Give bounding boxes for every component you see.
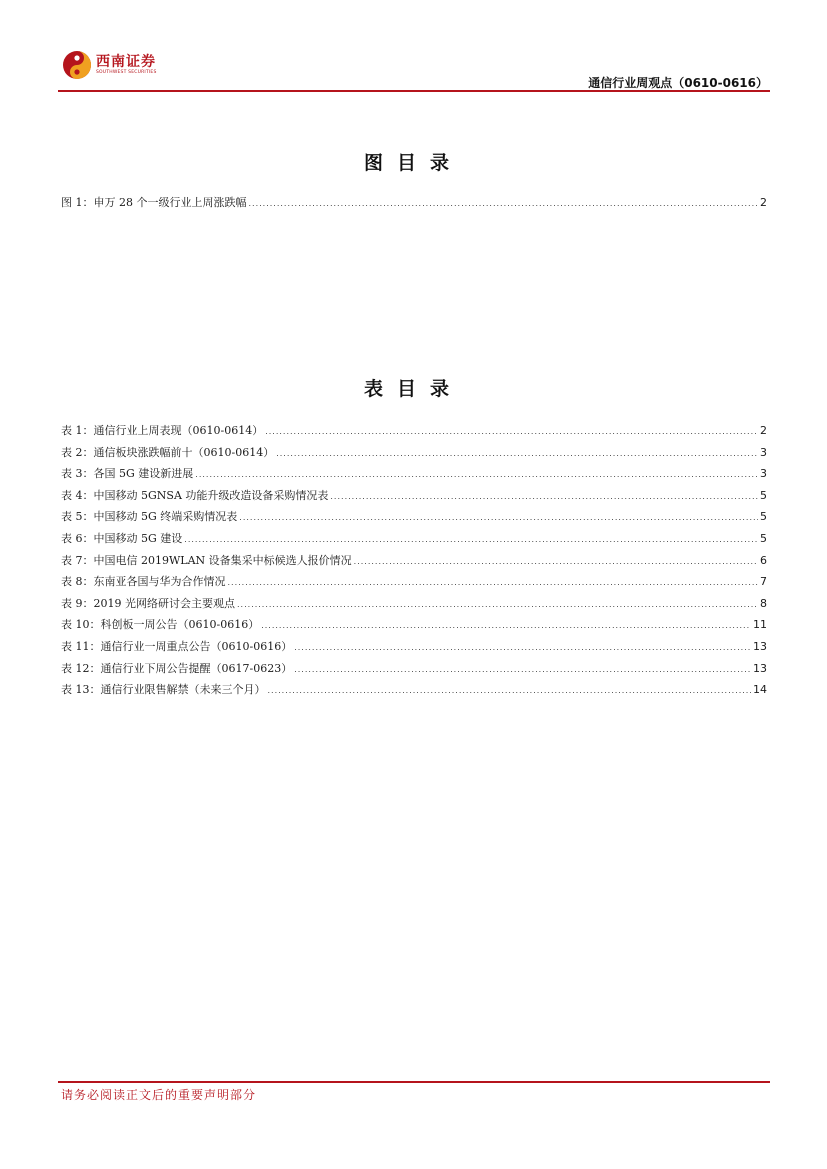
toc-entry-page: 3 <box>760 445 767 459</box>
toc-dot-leader <box>261 615 751 637</box>
toc-entry[interactable] <box>61 636 767 658</box>
toc-entry-label: 表 9：2019 光网络研讨会主要观点 <box>61 596 235 610</box>
footer-disclaimer: 请务必阅读正文后的重要声明部分 <box>61 1088 257 1102</box>
toc-entry-page: 2 <box>760 424 767 437</box>
logo-english-name: SOUTHWEST SECURITIES <box>96 70 157 75</box>
figures-toc-list <box>61 192 767 214</box>
toc-entry-page: 14 <box>753 683 767 697</box>
toc-dot-leader <box>294 637 751 659</box>
toc-entry-page: 5 <box>760 510 767 524</box>
toc-entry[interactable] <box>61 528 767 550</box>
toc-entry[interactable] <box>61 593 767 615</box>
logo-wordmark <box>96 54 157 76</box>
toc-entry[interactable] <box>61 506 767 528</box>
toc-entry-page: 13 <box>753 661 767 675</box>
figures-toc-title: 图目录 <box>363 152 463 174</box>
toc-entry-page: 7 <box>760 575 767 589</box>
toc-dot-leader <box>248 193 758 215</box>
toc-dot-leader <box>294 659 751 681</box>
toc-entry-label: 表 4：中国移动 5GNSA 功能升级改造设备采购情况表 <box>61 488 329 502</box>
toc-dot-leader <box>239 507 758 529</box>
toc-dot-leader <box>237 594 758 616</box>
toc-entry-label: 表 10：科创板一周公告（0610-0616） <box>61 618 260 632</box>
toc-entry-page: 3 <box>760 467 767 481</box>
toc-entry[interactable] <box>61 442 767 464</box>
toc-entry-label: 表 8：东南亚各国与华为合作情况 <box>61 575 226 589</box>
toc-entry-page: 8 <box>760 596 767 610</box>
toc-entry-page: 5 <box>760 531 767 545</box>
header-divider <box>58 90 770 92</box>
toc-entry[interactable] <box>61 550 767 572</box>
toc-entry-label: 表 5：中国移动 5G 终端采购情况表 <box>61 510 238 524</box>
toc-entry-label: 表 2：通信板块涨跌幅前十（0610-0614） <box>61 445 275 459</box>
toc-entry-label: 表 6：中国移动 5G 建设 <box>61 531 183 545</box>
toc-entry[interactable] <box>61 463 767 485</box>
page-header <box>58 48 770 92</box>
toc-dot-leader <box>184 529 758 551</box>
toc-entry-label: 表 13：通信行业限售解禁（未来三个月） <box>61 683 266 697</box>
toc-entry-page: 5 <box>760 488 767 502</box>
toc-entry-page: 6 <box>760 553 767 567</box>
toc-dot-leader <box>276 443 758 465</box>
toc-entry-label: 表 12：通信行业下周公告提醒（0617-0623） <box>61 661 293 675</box>
company-logo <box>62 50 157 80</box>
toc-entry[interactable] <box>61 614 767 636</box>
toc-entry[interactable] <box>61 485 767 507</box>
toc-entry-label: 表 3：各国 5G 建设新进展 <box>61 467 194 481</box>
toc-dot-leader <box>195 464 758 486</box>
toc-dot-leader <box>354 551 758 573</box>
logo-chinese-name: 西南证券 <box>96 54 156 70</box>
toc-entry-page: 13 <box>753 639 767 653</box>
toc-entry-label: 表 7：中国电信 2019WLAN 设备集采中标候选人报价情况 <box>61 553 352 567</box>
toc-dot-leader <box>265 421 758 443</box>
toc-dot-leader <box>268 680 752 702</box>
toc-entry[interactable] <box>61 420 767 442</box>
southwest-securities-logo-icon <box>62 50 92 80</box>
toc-entry-label: 表 1：通信行业上周表现（0610-0614） <box>61 424 264 437</box>
toc-entry-label: 图 1：申万 28 个一级行业上周涨跌幅 <box>61 196 247 209</box>
toc-entry[interactable] <box>61 192 767 214</box>
toc-entry-label: 表 11：通信行业一周重点公告（0610-0616） <box>61 639 293 653</box>
toc-entry[interactable] <box>61 658 767 680</box>
tables-toc-list <box>61 420 767 701</box>
report-title: 通信行业周观点（0610-0616） <box>588 76 768 90</box>
footer-divider <box>58 1081 770 1083</box>
toc-entry-page: 2 <box>760 196 767 209</box>
tables-toc-title: 表目录 <box>363 378 463 400</box>
toc-dot-leader <box>330 486 758 508</box>
toc-dot-leader <box>228 572 759 594</box>
toc-entry[interactable] <box>61 571 767 593</box>
toc-entry[interactable] <box>61 679 767 701</box>
toc-entry-page: 11 <box>753 618 767 632</box>
